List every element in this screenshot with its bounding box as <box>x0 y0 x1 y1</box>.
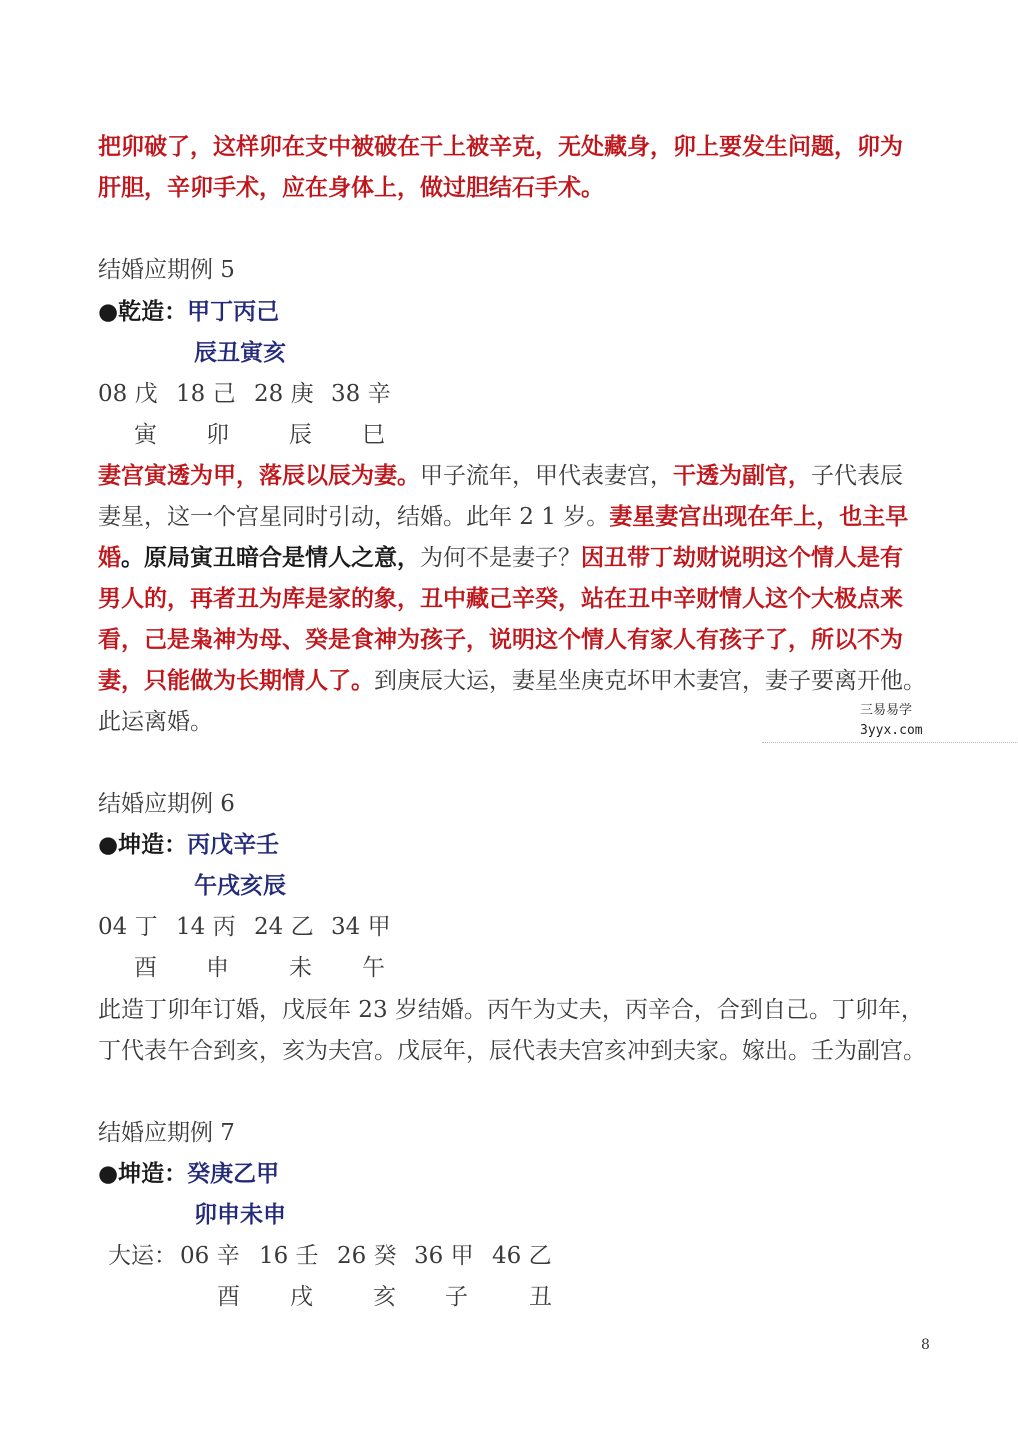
case7-stems: 癸庚乙甲 <box>187 1160 280 1187</box>
watermark-title: 三易易学 <box>860 703 913 718</box>
case5-title: 结婚应期例 5 <box>98 257 235 283</box>
case5-para-line-6: 妻，只能做为长期情人了。到庚辰大运，妻星坐庚克坏甲木妻宫，妻子要离开他。 <box>98 667 926 694</box>
case7-luck-branch-4: 子 <box>445 1284 468 1310</box>
case5-luck-4: 38 辛 <box>331 381 391 407</box>
case7-chart-stems <box>98 1158 279 1190</box>
case7-luck-3: 26 癸 <box>337 1243 397 1269</box>
case5-luck-branch-3: 辰 <box>289 422 312 448</box>
case5-luck-branch-1: 寅 <box>134 422 157 448</box>
case7-luck-4: 36 甲 <box>414 1243 474 1269</box>
case5-para-line-7: 此运离婚。 <box>98 709 213 735</box>
case5-luck-3: 28 庚 <box>254 381 314 407</box>
case7-luck-1: 06 辛 <box>180 1243 240 1269</box>
case7-luck-label: 大运： <box>108 1243 177 1269</box>
case6-luck-4: 34 甲 <box>331 914 391 940</box>
case5-para-line-1: 妻宫寅透为甲，落辰以辰为妻。甲子流年，甲代表妻宫，干透为副官，子代表辰 <box>98 462 903 489</box>
case6-luck-2: 14 丙 <box>176 914 236 940</box>
case5-para-line-5: 看，己是枭神为母、癸是食神为孩子，说明这个情人有家人有孩子了，所以不为 <box>98 626 903 653</box>
case6-title: 结婚应期例 6 <box>98 791 235 817</box>
case7-branches: 卯申未申 <box>194 1201 286 1228</box>
case7-luck-5: 46 乙 <box>492 1243 552 1269</box>
case5-para-line-4: 男人的，再者丑为库是家的象，丑中藏己辛癸，站在丑中辛财情人这个大极点来 <box>98 585 903 612</box>
case6-bullet: ●坤造： <box>98 831 188 858</box>
case7-luck-2: 16 壬 <box>259 1243 319 1269</box>
case5-stems: 甲丁丙己 <box>187 298 280 325</box>
case5-chart-stems <box>98 296 279 328</box>
intro-line-2: 肝胆，辛卯手术，应在身体上，做过胆结石手术。 <box>98 174 604 201</box>
case5-para-line-2: 妻星，这一个宫星同时引动，结婚。此年 2 1 岁。妻星妻宫出现在年上，也主早 <box>98 503 909 530</box>
case6-luck-3: 24 乙 <box>254 914 314 940</box>
case6-luck-branch-1: 酉 <box>134 955 157 981</box>
case6-branches: 午戌亥辰 <box>194 872 286 899</box>
case6-luck-1: 04 丁 <box>98 914 158 940</box>
case5-luck-1: 08 戊 <box>98 381 158 407</box>
case5-branches: 辰丑寅亥 <box>194 339 286 366</box>
case6-luck-branch-3: 未 <box>289 955 312 981</box>
page-number: 8 <box>921 1337 930 1353</box>
case7-luck-branch-2: 戌 <box>290 1284 313 1310</box>
case7-bullet: ●坤造： <box>98 1160 188 1187</box>
case7-luck-branch-1: 酉 <box>217 1284 240 1310</box>
case5-luck-branch-4: 巳 <box>362 422 385 448</box>
case5-luck-branch-2: 卯 <box>206 422 229 448</box>
intro-line-1: 把卯破了，这样卯在支中被破在干上被辛克，无处藏身，卯上要发生问题，卯为 <box>98 133 903 160</box>
case6-stems: 丙戊辛壬 <box>187 831 280 858</box>
case6-para-line-1: 此造丁卯年订婚，戊辰年 23 岁结婚。丙午为丈夫，丙辛合，合到自己。丁卯年， <box>98 997 924 1023</box>
case5-luck-2: 18 己 <box>176 381 236 407</box>
case5-bullet: ●乾造： <box>98 298 188 325</box>
case6-para-line-2: 丁代表午合到亥，亥为夫宫。戊辰年，辰代表夫宫亥冲到夫家。嫁出。壬为副宫。 <box>98 1038 926 1064</box>
case7-luck-branch-3: 亥 <box>373 1284 396 1310</box>
case6-chart-stems <box>98 829 279 861</box>
case7-title: 结婚应期例 7 <box>98 1120 235 1146</box>
case6-luck-branch-4: 午 <box>362 955 385 981</box>
watermark-url: 3yyx.com <box>860 723 923 738</box>
case5-para-line-3: 婚。原局寅丑暗合是情人之意，为何不是妻子？因丑带丁劫财说明这个情人是有 <box>98 544 903 571</box>
case6-luck-branch-2: 申 <box>206 955 229 981</box>
case7-luck-branch-5: 丑 <box>529 1284 552 1310</box>
